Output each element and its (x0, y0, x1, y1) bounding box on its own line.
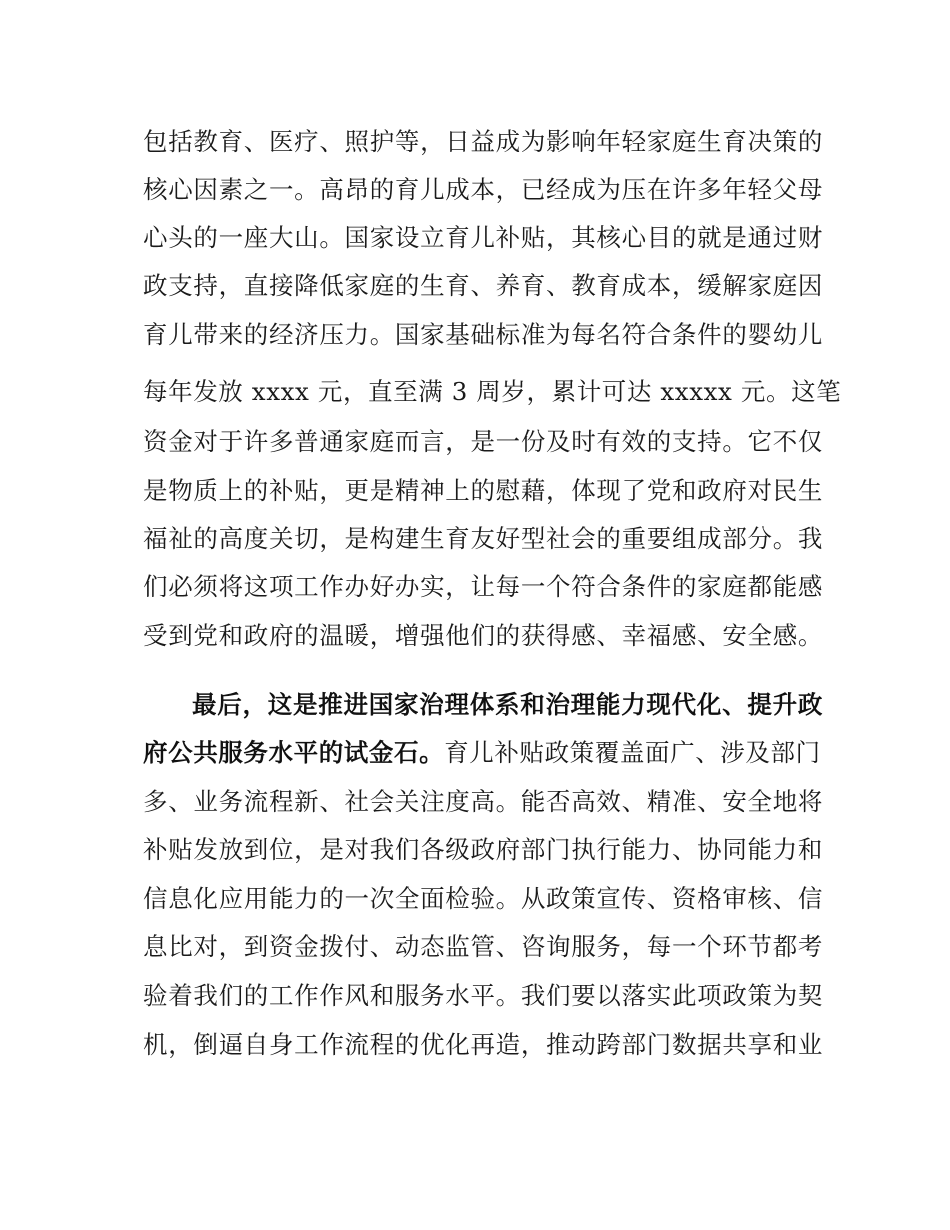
paragraph-2-line-4: 补贴发放到位，是对我们各级政府部门执行能力、协同能力和 (143, 835, 823, 864)
paragraph-1-line-10: 们必须将这项工作办好办实，让每一个符合条件的家庭都能感 (143, 572, 823, 601)
paragraph-2-line-5: 信息化应用能力的一次全面检验。从政策宣传、资格审核、信 (143, 884, 823, 913)
paragraph-1-line-4: 政支持，直接降低家庭的生育、养育、教育成本，缓解家庭因 (143, 271, 823, 300)
paragraph-2-line-6: 息比对，到资金拨付、动态监管、咨询服务，每一个环节都考 (143, 932, 823, 961)
paragraph-1-line-8: 是物质上的补贴，更是精神上的慰藉，体现了党和政府对民生 (143, 476, 823, 505)
paragraph-1-line-11: 受到党和政府的温暖，增强他们的获得感、幸福感、安全感。 (143, 621, 823, 650)
paragraph-2-line-1-heading: 最后，这是推进国家治理体系和治理能力现代化、提升政 (192, 690, 823, 719)
paragraph-2-line-3: 多、业务流程新、社会关注度高。能否高效、精准、安全地将 (143, 787, 823, 816)
paragraph-1-line-1: 包括教育、医疗、照护等，日益成为影响年轻家庭生育决策的 (143, 127, 823, 156)
paragraph-2-line-2 (143, 733, 823, 773)
paragraph-1-line-5: 育儿带来的经济压力。国家基础标准为每名符合条件的婴幼儿 (143, 320, 823, 349)
paragraph-2-heading-end: 府公共服务水平的试金石。 (143, 738, 445, 767)
paragraph-2-line-7: 验着我们的工作作风和服务水平。我们要以落实此项政策为契 (143, 981, 823, 1010)
paragraph-1-line-6: 每年发放 xxxx 元，直至满 3 周岁，累计可达 xxxxx 元。这笔 (143, 377, 842, 406)
paragraph-2-line-2-text: 育儿补贴政策覆盖面广、涉及部门 (444, 738, 821, 767)
paragraph-2-line-8: 机，倒逼自身工作流程的优化再造，推动跨部门数据共享和业 (143, 1030, 823, 1059)
paragraph-1-line-7: 资金对于许多普通家庭而言，是一份及时有效的支持。它不仅 (143, 427, 823, 456)
paragraph-1-line-9: 福祉的高度关切，是构建生育友好型社会的重要组成部分。我 (143, 524, 823, 553)
paragraph-1-line-2: 核心因素之一。高昂的育儿成本，已经成为压在许多年轻父母 (143, 175, 823, 204)
paragraph-1-line-3: 心头的一座大山。国家设立育儿补贴，其核心目的就是通过财 (143, 223, 823, 252)
